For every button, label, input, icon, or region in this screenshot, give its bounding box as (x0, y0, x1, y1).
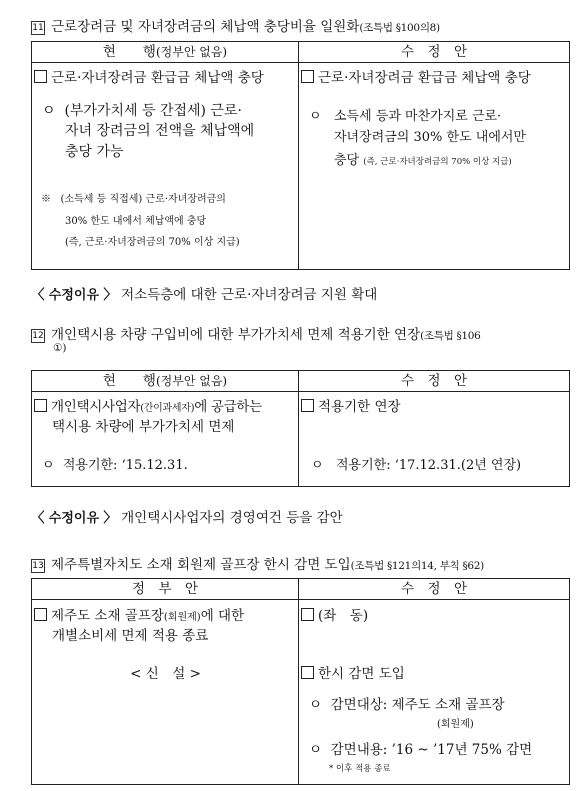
checkbox-item-cont: 개별소비세 면제 적용 종료 (52, 628, 209, 644)
checkbox-item: 개인택시사업자(간이과세자)에 공급하는 (34, 395, 262, 415)
section-title-text: 제주특별자치도 소재 회원제 골프장 한시 감면 도입 (51, 557, 351, 573)
checkbox-item: 근로·자녀장려금 환급금 체납액 충당 (301, 66, 531, 86)
column-header-revision: 수 정 안 (299, 42, 570, 63)
comparison-table-13 (31, 578, 570, 785)
section-number: 13 (32, 561, 44, 571)
checkbox-item: 제주도 소재 골프장(회원제)에 대한 (34, 604, 244, 624)
law-reference: (조특법 §106 (420, 330, 481, 342)
bullet-item-cont: 자녀장려금의 30% 한도 내에서만 (334, 130, 526, 145)
revision-reason-12: 〈 수정이유 〉 개인택시사업자의 경영여건 등을 감안 (31, 510, 343, 526)
column-header-revision: 수 정 안 (299, 579, 570, 600)
section-number: 12 (32, 331, 44, 341)
bullet-item: ㅇ (부가가치세 등 간접세) 근로· (42, 103, 242, 119)
note-item-cont: (즉, 근로·자녀장려금의 70% 이상 지급) (65, 237, 240, 248)
section-13-title (31, 553, 484, 573)
section-title-text: 근로장려금 및 자녀장려금의 체납액 충당비율 일원화 (51, 19, 360, 35)
comparison-table-11 (31, 41, 570, 270)
column-header-current: 현 행(정부안 없음) (32, 42, 299, 63)
column-header-current: 현 행(정부안 없음) (32, 371, 299, 392)
bullet-item: ㅇ 감면대상: 제주도 소재 골프장 (309, 697, 505, 713)
new-provision-label: < 신 설 > (130, 666, 201, 682)
note-item-cont: 30% 한도 내에서 체납액에 충당 (65, 216, 207, 227)
column-header-government: 정 부 안 (32, 579, 299, 600)
comparison-table-12 (31, 370, 570, 487)
column-header-revision: 수 정 안 (299, 371, 570, 392)
bullet-item-cont: 자녀 장려금의 전액을 체납액에 (65, 123, 255, 139)
bullet-item: ㅇ 적용기한: ‘15.12.31. (42, 458, 188, 473)
bullet-item-cont: 충당 (즉, 근로·자녀장려금의 70% 이상 지급) (334, 153, 512, 168)
law-reference: (조특법 §121의14, 부칙 §62) (350, 560, 484, 572)
checkbox-item: 근로·자녀장려금 환급금 체납액 충당 (34, 66, 264, 86)
bullet-item: ㅇ 감면내용: ’16 ~ ’17년 75% 감면 (309, 742, 533, 758)
revision-reason-11: 〈 수정이유 〉 저소득층에 대한 근로·자녀장려금 지원 확대 (31, 287, 378, 303)
footnote: * 이후 적용 종료 (329, 764, 391, 774)
checkbox-item: 적용기한 연장 (301, 395, 401, 415)
section-12-title (31, 323, 481, 343)
section-number: 11 (32, 23, 44, 33)
bullet-item: ㅇ 적용기한: ‘17.12.31.(2년 연장) (311, 458, 522, 473)
law-reference-cont: ①) (53, 342, 67, 354)
checkbox-item: 한시 감면 도입 (301, 662, 405, 682)
section-title-text: 개인택시용 차량 구입비에 대한 부가가치세 면제 적용기한 연장 (51, 327, 421, 343)
bullet-item: ㅇ 소득세 등과 마찬가지로 근로· (309, 109, 502, 124)
note-item: ※ (소득세 등 직접세) 근로·자녀장려금의 (41, 194, 226, 205)
bullet-item-cont: (회원제) (437, 719, 474, 730)
bullet-item-cont: 충당 가능 (65, 144, 124, 160)
checkbox-item-cont: 택시용 차량에 부가가치세 면제 (52, 419, 235, 435)
checkbox-item: (좌 동) (301, 604, 368, 624)
law-reference: (조특법 §100의8) (359, 22, 440, 34)
section-11-title (31, 15, 440, 35)
